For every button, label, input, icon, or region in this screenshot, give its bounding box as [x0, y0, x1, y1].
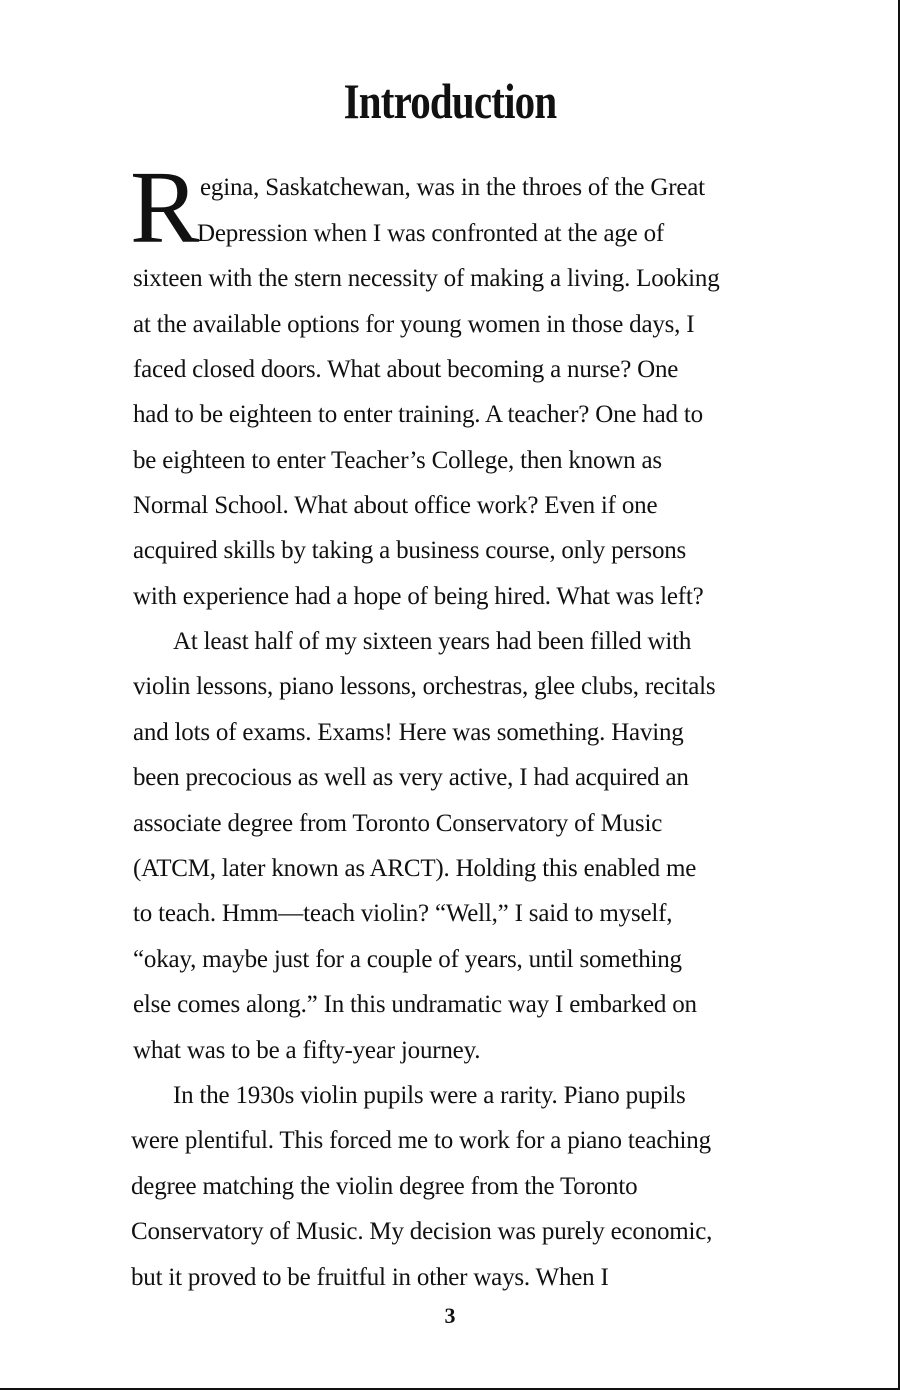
text-line: degree matching the violin degree from the Toronto	[131, 1173, 638, 1200]
text-line: Conservatory of Music. My decision was purely economic,	[131, 1218, 713, 1245]
text-line: “okay, maybe just for a couple of years, until something	[133, 946, 682, 973]
text-line: associate degree from Toronto Conservatory of Music	[133, 810, 663, 837]
text-line: been precocious as well as very active, I had acquired an	[133, 764, 689, 791]
text-line: be eighteen to enter Teacher’s College, then known as	[133, 447, 662, 474]
text-line: In the 1930s violin pupils were a rarity. Piano pupils	[173, 1082, 686, 1109]
chapter-title: Introduction	[343, 73, 557, 129]
text-line: had to be eighteen to enter training. A teacher? One had to	[133, 401, 703, 428]
text-line: with experience had a hope of being hired. What was left?	[133, 583, 704, 610]
text-line: were plentiful. This forced me to work for a piano teaching	[131, 1127, 711, 1154]
text-line: faced closed doors. What about becoming a nurse? One	[133, 356, 679, 383]
text-line: At least half of my sixteen years had been filled with	[173, 628, 692, 655]
page-number: 3	[444, 1303, 456, 1328]
text-line: violin lessons, piano lessons, orchestras, glee clubs, recitals	[133, 673, 716, 700]
text-line: at the available options for young women in those days, I	[133, 311, 695, 338]
text-line: Depression when I was confronted at the age of	[197, 220, 665, 247]
text-line: sixteen with the stern necessity of making a living. Looking	[133, 265, 720, 292]
text-line: to teach. Hmm—teach violin? “Well,” I said to myself,	[133, 900, 673, 927]
text-line: but it proved to be fruitful in other ways. When I	[131, 1264, 609, 1291]
text-line: Normal School. What about office work? Even if one	[133, 492, 658, 519]
text-line: (ATCM, later known as ARCT). Holding this enabled me	[133, 855, 697, 882]
text-line: egina, Saskatchewan, was in the throes of the Great	[200, 174, 705, 201]
drop-cap: R	[130, 150, 200, 265]
text-line: else comes along.” In this undramatic way I embarked on	[133, 991, 697, 1018]
text-line: what was to be a fifty-year journey.	[133, 1037, 481, 1064]
text-line: acquired skills by taking a business course, only persons	[133, 537, 687, 564]
text-line: and lots of exams. Exams! Here was something. Having	[133, 719, 684, 746]
